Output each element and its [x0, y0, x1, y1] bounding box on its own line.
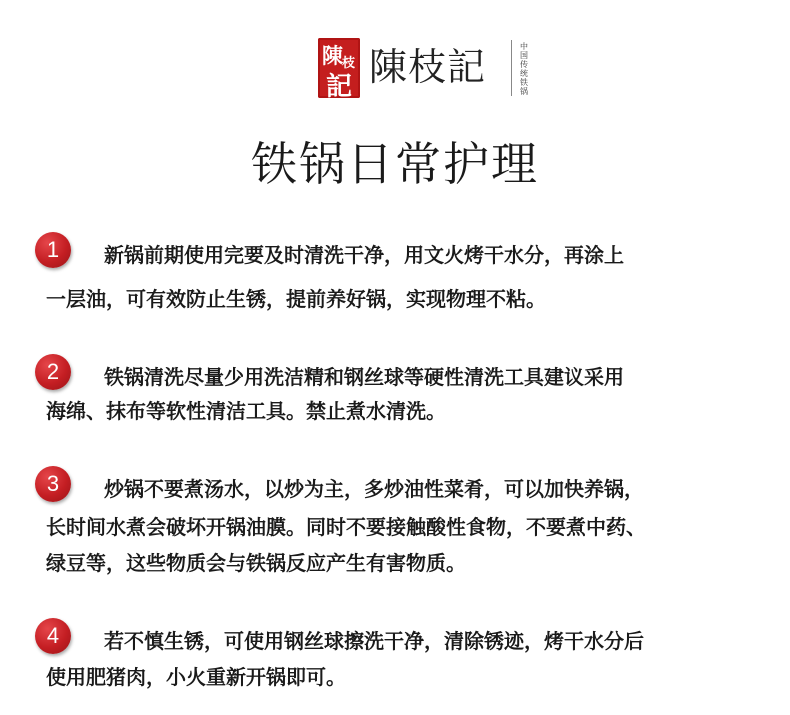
brand-name: 陳枝記 [369, 45, 487, 89]
brand-subtitle: 中国传统铁锅 [520, 42, 528, 96]
tip-line: 新锅前期使用完要及时清洗干净，用文火烤干水分，再涂上 [104, 243, 624, 267]
tip-line: 海绵、抹布等软性清洁工具。禁止煮水清洗。 [46, 399, 446, 423]
tip-line: 炒锅不要煮汤水，以炒为主，多炒油性菜肴，可以加快养锅， [104, 477, 644, 501]
brand-header [0, 38, 790, 100]
brand-seal-logo [318, 38, 360, 102]
seal-char-2: 枝 [342, 56, 356, 71]
number-badge: 2 [35, 354, 71, 390]
tip-line: 一层油，可有效防止生锈，提前养好锅，实现物理不粘。 [46, 287, 546, 311]
tip-line: 使用肥猪肉，小火重新开锅即可。 [46, 665, 346, 689]
tip-line: 若不慎生锈，可使用钢丝球擦洗干净，清除锈迹，烤干水分后 [104, 629, 644, 653]
number-badge: 4 [35, 618, 71, 654]
tip-line: 铁锅清洗尽量少用洗洁精和钢丝球等硬性清洗工具建议采用 [104, 365, 624, 389]
page-title: 铁锅日常护理 [251, 137, 539, 191]
seal-char-3: 記 [326, 72, 353, 102]
number-badge: 3 [35, 466, 71, 502]
number-badge: 1 [35, 232, 71, 268]
tip-line: 长时间水煮会破坏开锅油膜。同时不要接触酸性食物，不要煮中药、 [46, 515, 646, 539]
brand-divider [511, 40, 512, 96]
seal-char-1: 陳 [322, 43, 343, 68]
tip-line: 绿豆等，这些物质会与铁锅反应产生有害物质。 [46, 551, 466, 575]
